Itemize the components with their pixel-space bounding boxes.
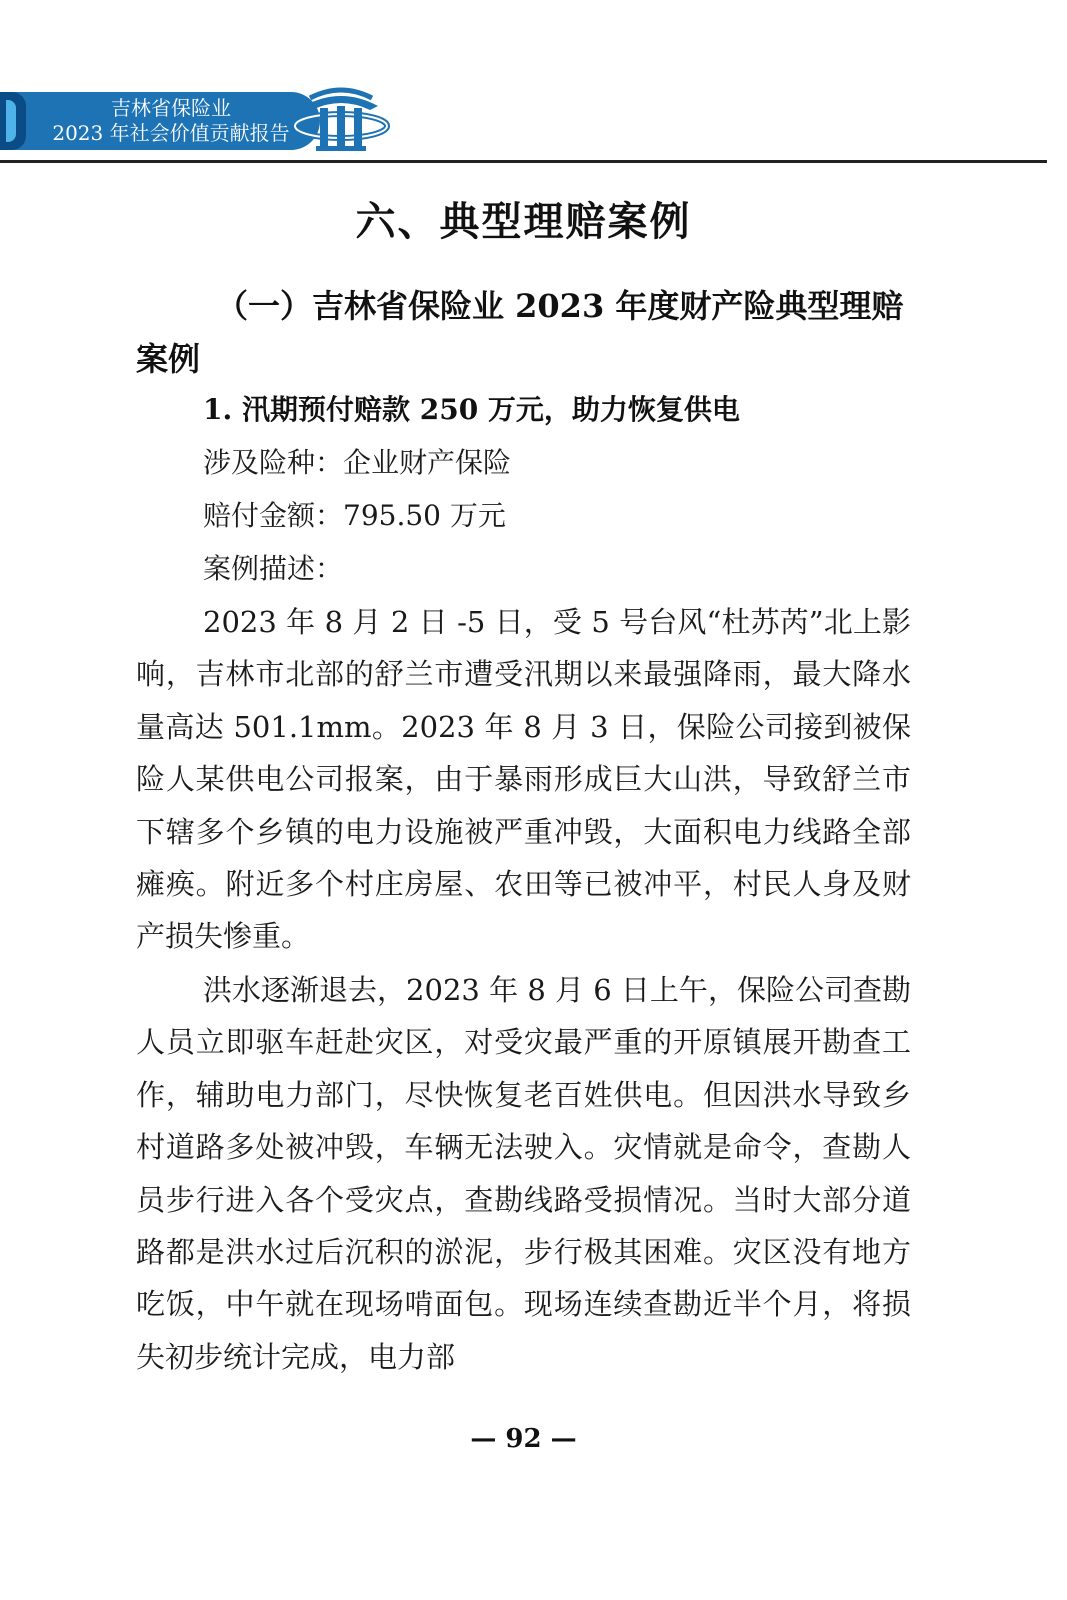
amount-label: 赔付金额： [203,499,344,532]
page-number: — 92 — [470,1424,577,1454]
header-band-accent [6,100,16,142]
body-paragraph: 洪水逐渐退去，2023 年 8 月 6 日上午，保险公司查勘人员立即驱车赶赴灾区，对受灾最严重的开原镇展开勘查工作，辅助电力部门，尽快恢复老百姓供电。但因洪水导致乡村道路多处被冲毁，车辆无法驶入。灾情就是命令，查勘人员步行进入各个受灾点，查勘线路受损情况。当时大部分道路都是洪水过后沉积的淤泥，步行极其困难。灾区没有地方吃饭，中午就在现场啃面包。现场连续查勘近半个月，将损失初步统计完成，电力部 [136,973,911,1374]
report-title-line-2: 2023 年社会价值贡献报告 [52,121,290,145]
insurance-type-label: 涉及险种： [203,446,344,479]
report-title-line-1: 吉林省保险业 [111,96,231,120]
insurance-type-line [203,443,511,483]
description-label: 案例描述： [203,552,344,585]
insurance-type-value: 企业财产保险 [343,446,512,479]
body-paragraph: 2023 年 8 月 2 日 -5 日，受 5 号台风“杜苏芮”北上影响，吉林市北部的舒兰市遭受汛期以来最强降雨，最大降水量高达 501.1mm。2023 年 8 月 3 日，保险公司接到被保险人某供电公司报案，由于暴雨形成巨大山洪，导致舒兰市下辖多个乡镇的电力设施被严重冲毁，大面积电力线路全部瘫痪。附近多个村庄房屋、农田等已被冲平，村民人身及财产损失惨重。 [136,605,911,954]
header-divider [0,160,1047,163]
section-title: 六、典型理赔案例 [355,198,692,245]
subsection-title: （一）吉林省保险业 2023 年度财产险典型理赔案例 [136,287,904,378]
amount-value: 795.50 万元 [343,499,506,532]
case-title: 1. 汛期预付赔款 250 万元，助力恢复供电 [203,393,740,426]
report-title [36,96,306,146]
pavilion-logo-icon [290,84,392,156]
amount-line [203,496,506,536]
